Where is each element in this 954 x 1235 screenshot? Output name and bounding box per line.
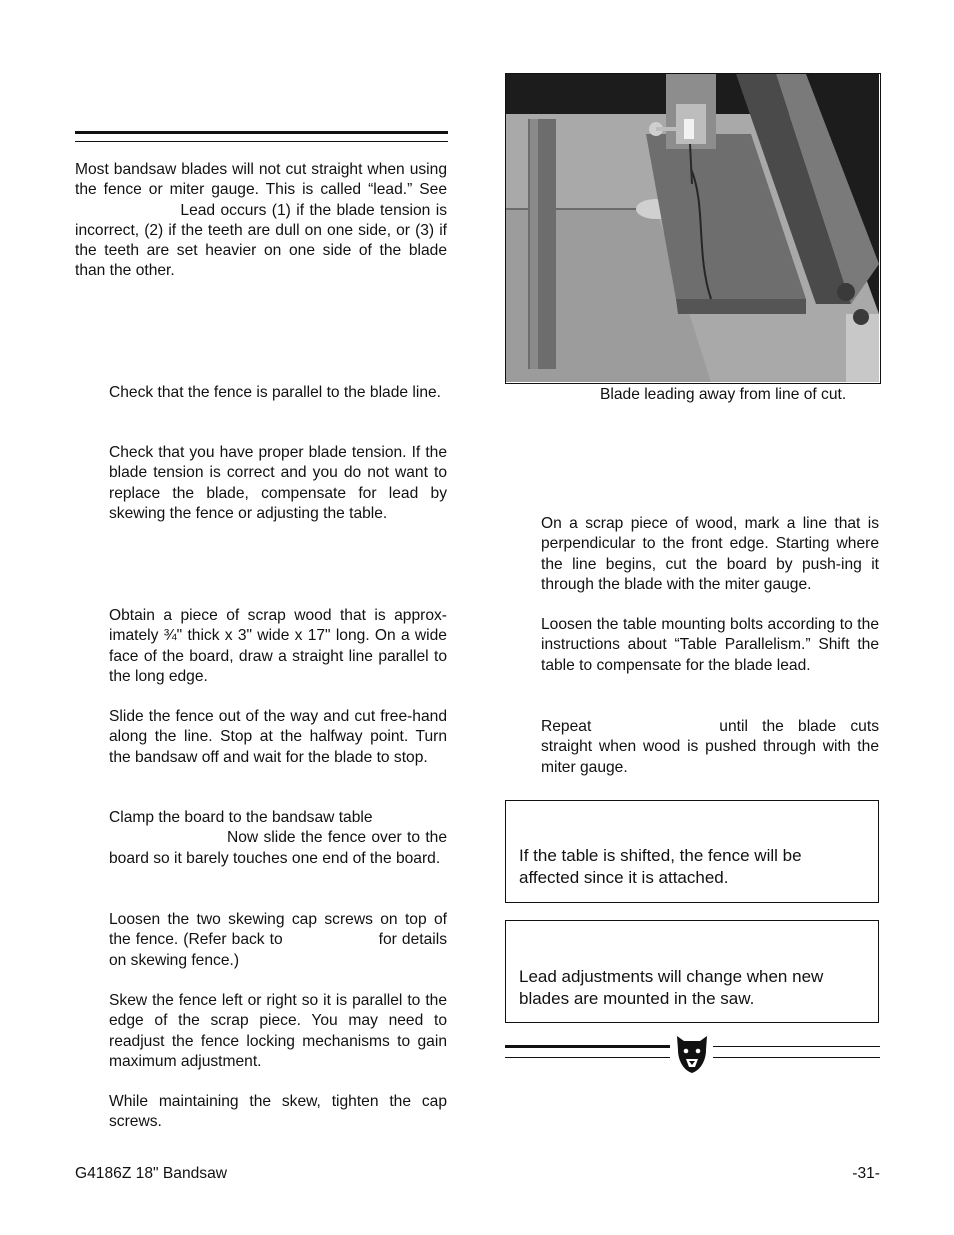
bear-head-logo-icon [673,1032,711,1074]
section-rule-bottom [75,141,448,142]
divider-right-thin [713,1046,880,1047]
note-box-table-shift [505,800,879,903]
note-box-new-blades [505,920,879,1023]
step-clamp-board [109,808,447,869]
footer-page-number: -31- [852,1165,880,1182]
intro-paragraph [75,160,447,282]
step-clamp-text-2: Now slide the fence over to the board so it barely touches one end of the board. [109,829,447,867]
intro-text-2: “lead.” See [368,181,448,199]
step-loosen-text-3: details on skewing fence.) [109,931,447,969]
step-scrap-wood: Obtain a piece of scrap wood that is approx-imately ¾" thick x 3" wide x 17" long. On a wide face of the board, draw a straight line parallel to the long edge. [109,607,447,685]
step-clamp-text-1: Clamp the board to the bandsaw table [109,809,373,826]
step-fence-parallel: Check that the fence is parallel to the blade line. [109,384,442,401]
step-loosen-cap-screws [109,910,447,971]
step-repeat-text-1: Repeat [541,718,592,735]
figure-photo [505,73,881,384]
note-new-blades-text: Lead adjustments will change when new blades are mounted in the saw. [519,967,824,1008]
step-loosen-text-2: for [378,931,397,949]
step-freehand-cut: Slide the fence out of the way and cut free-hand along the line. Stop at the halfway point. Turn the bandsaw off and wait for the blade to stop. [109,708,447,766]
figure-caption: Blade leading away from line of cut. [600,386,847,403]
step-mark-line: On a scrap piece of wood, mark a line that is perpendicular to the front edge. Starting where the line begins, cut the board by push-ing it through the blade with the miter gauge. [541,515,879,593]
divider-left-thin [505,1057,670,1058]
intro-text-1: Most bandsaw blades will not cut straight when using the fence or miter gauge. This is called [75,161,447,199]
step-loosen-table-bolts: Loosen the table mounting bolts according to the instructions about “Table Parallelism.” Shift the table to compensate for the blade lead. [541,616,879,674]
step-blade-tension: Check that you have proper blade tension. If the blade tension is correct and you do not want to replace the blade, compensate for lead by skewing the fence or adjusting the table. [109,444,447,522]
bandsaw-photo-illustration [506,74,879,382]
note-table-shift-text: If the table is shifted, the fence will be affected since it is attached. [519,846,802,887]
step-repeat [541,717,879,778]
footer-model: G4186Z 18" Bandsaw [75,1165,228,1182]
divider-right-thin-2 [713,1057,880,1058]
step-tighten-screws: While maintaining the skew, tighten the cap screws. [109,1093,447,1131]
section-rule-top [75,131,448,134]
step-skew-fence: Skew the fence left or right so it is parallel to the edge of the scrap piece. You may need to readjust the fence locking mechanisms to gain maximum adjustment. [109,992,447,1070]
step-loosen-text-1: Loosen the two skewing cap screws on top of the fence. (Refer back to [109,911,447,949]
divider-left-thick [505,1045,670,1048]
step-repeat-text-2: until the blade cuts straight when wood is pushed through with the miter gauge. [541,718,879,776]
intro-text-3: Lead occurs (1) if the blade tension is incorrect, (2) if the teeth are dull on one side, or (3) if the teeth are set heavier on one side of the blade than the other. [75,201,447,280]
